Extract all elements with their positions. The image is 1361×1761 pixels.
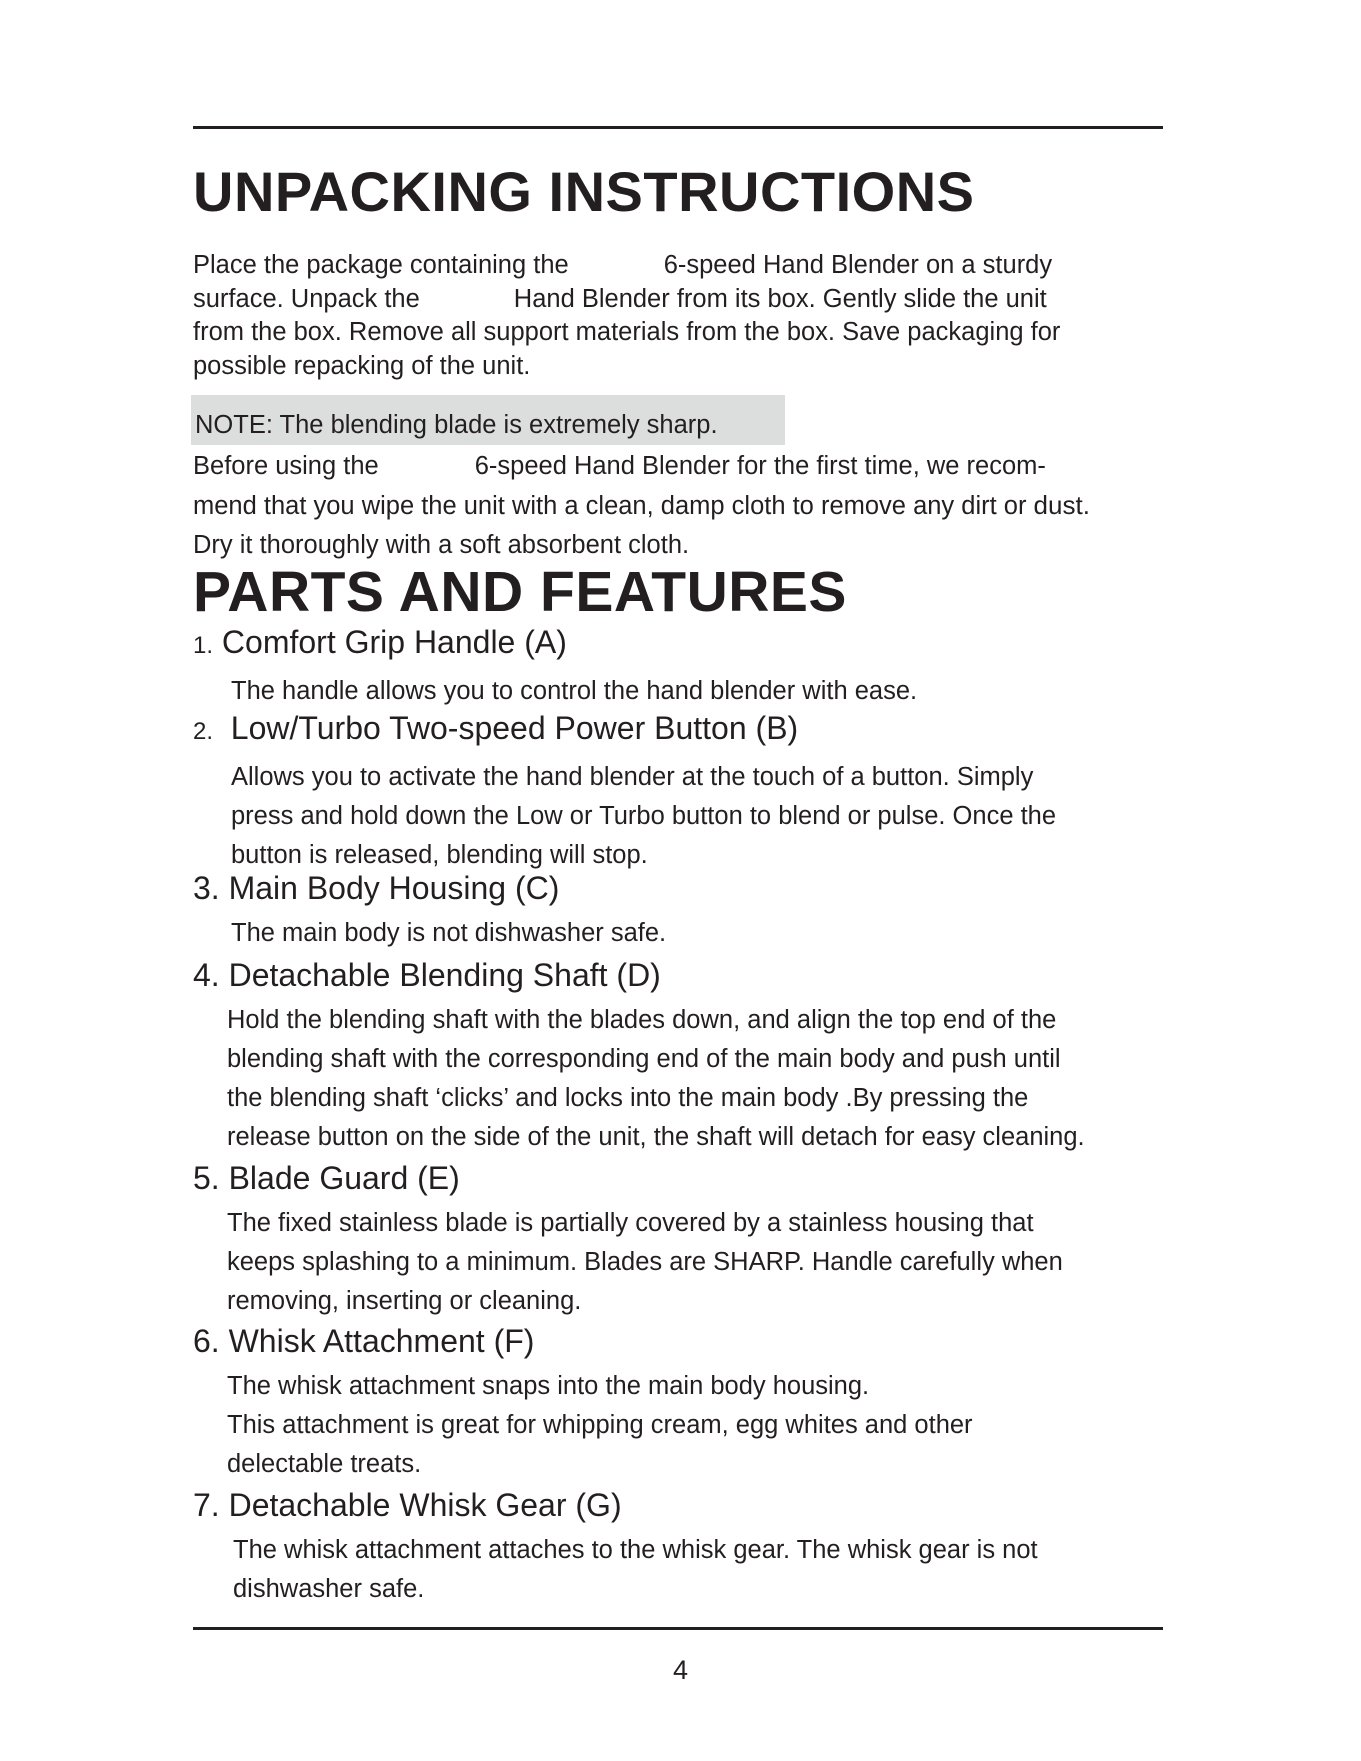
text-line: from the box. Remove all support materials from the box. Save packaging for — [193, 318, 1061, 346]
feature-number: 4. — [193, 957, 220, 993]
feature-number: 7. — [193, 1487, 220, 1523]
text-line: mend that you wipe the unit with a clean, damp cloth to remove any dirt or dust. — [193, 490, 1090, 520]
before-use-paragraph — [193, 447, 1178, 565]
feature-item-blending-shaft — [193, 955, 1193, 1157]
top-rule — [193, 126, 1163, 129]
blade-warning-note: NOTE: The blending blade is extremely sharp. — [195, 411, 718, 439]
feature-description: The whisk attachment attaches to the whisk gear. The whisk gear is not dishwasher safe. — [233, 1536, 1038, 1603]
feature-number: 1. — [193, 632, 214, 659]
feature-description: The whisk attachment snaps into the main body housing. This attachment is great for whipping cream, egg whites and other delectable treats. — [227, 1372, 973, 1478]
parts-and-features-heading: PARTS AND FEATURES — [193, 560, 847, 624]
feature-description: Hold the blending shaft with the blades down, and align the top end of the blending shaft with the corresponding end of the main body and push until the blending shaft ‘clicks’ and locks into the main body .By pressing the release button on the side of the unit, the shaft will detach for easy cleaning. — [227, 1006, 1085, 1151]
text-line: possible repacking of the unit. — [193, 351, 531, 380]
text-line: Dry it thoroughly with a soft absorbent cloth. — [193, 531, 690, 559]
feature-item-whisk-gear — [193, 1485, 1193, 1609]
feature-number: 5. — [193, 1160, 220, 1196]
text-line: Before using the 6-speed Hand Blender for the first time, we recom- — [193, 452, 1046, 480]
bottom-rule — [193, 1627, 1163, 1630]
text-line: Place the package containing the 6-speed Hand Blender on a sturdy — [193, 251, 1053, 279]
feature-number: 3. — [193, 870, 220, 906]
feature-number: 2. — [193, 718, 214, 745]
page-number: 4 — [672, 1655, 689, 1685]
feature-number: 6. — [193, 1323, 220, 1359]
unpacking-instructions-heading: UNPACKING INSTRUCTIONS — [193, 160, 975, 223]
feature-description: The main body is not dishwasher safe. — [231, 919, 667, 947]
feature-title: 2. Low/Turbo Two-speed Power Button (B) — [193, 710, 799, 746]
feature-description: The handle allows you to control the hand blender with ease. — [231, 677, 918, 705]
feature-item-whisk-attachment — [193, 1321, 1193, 1484]
text-line: surface. Unpack the Hand Blender from its box. Gently slide the unit — [193, 284, 1047, 313]
feature-item-power-button — [193, 708, 1193, 875]
feature-title: 3. Main Body Housing (C) — [193, 870, 560, 906]
feature-title: 1. Comfort Grip Handle (A) — [193, 624, 567, 660]
feature-description: The fixed stainless blade is partially covered by a stainless housing that keeps splashing to a minimum. Blades are SHARP. Handle carefully when removing, inserting or cleaning. — [227, 1209, 1063, 1315]
feature-title: 5. Blade Guard (E) — [193, 1160, 460, 1196]
unpacking-paragraph — [193, 249, 1178, 383]
feature-item-blade-guard — [193, 1158, 1193, 1321]
feature-title: 4. Detachable Blending Shaft (D) — [193, 957, 661, 993]
feature-title: 7. Detachable Whisk Gear (G) — [193, 1487, 622, 1523]
feature-title: 6. Whisk Attachment (F) — [193, 1323, 535, 1359]
feature-description: Allows you to activate the hand blender at the touch of a button. Simply press and hold down the Low or Turbo button to blend or pulse. Once the button is released, blending will stop. — [231, 763, 1057, 869]
feature-item-main-body-housing — [193, 868, 1193, 953]
feature-item-comfort-grip-handle — [193, 622, 1193, 711]
